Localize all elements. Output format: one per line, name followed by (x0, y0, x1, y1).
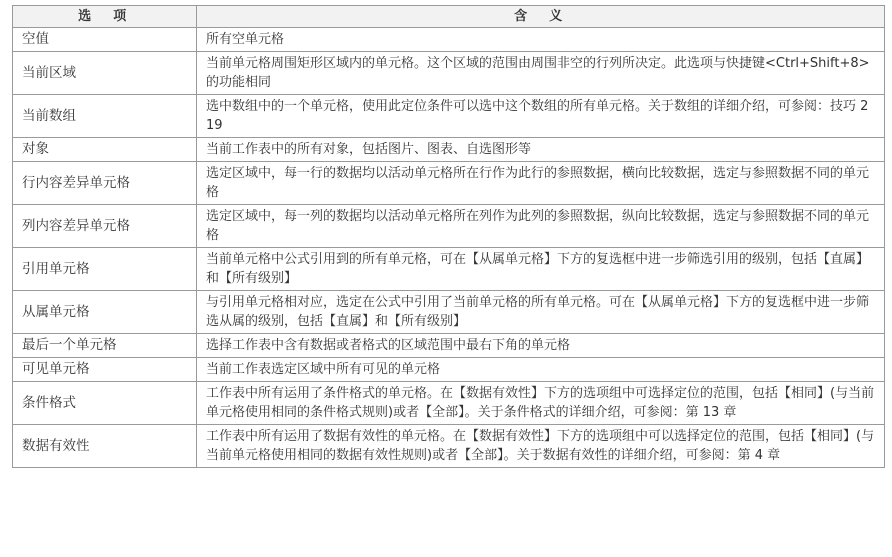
meaning-cell: 选定区域中，每一行的数据均以活动单元格所在行作为此行的参照数据，横向比较数据，选定与参照数据不同的单元格 (197, 162, 885, 205)
option-cell: 可见单元格 (13, 358, 197, 382)
option-cell: 数据有效性 (13, 425, 197, 468)
meaning-cell: 工作表中所有运用了条件格式的单元格。在【数据有效性】下方的选项组中可选择定位的范围，包括【相同】(与当前单元格使用相同的条件格式规则)或者【全部】。关于条件格式的详细介绍，可参阅：第 13 章 (197, 382, 885, 425)
meaning-cell: 当前工作表中的所有对象，包括图片、图表、自选图形等 (197, 138, 885, 162)
meaning-cell: 工作表中所有运用了数据有效性的单元格。在【数据有效性】下方的选项组中可以选择定位的范围，包括【相同】(与当前单元格使用相同的数据有效性规则)或者【全部】。关于数据有效性的详细介绍，可参阅：第 4 章 (197, 425, 885, 468)
meaning-cell: 选定区域中，每一列的数据均以活动单元格所在列作为此列的参照数据，纵向比较数据，选定与参照数据不同的单元格 (197, 205, 885, 248)
meaning-cell: 选中数组中的一个单元格，使用此定位条件可以选中这个数组的所有单元格。关于数组的详细介绍，可参阅：技巧 219 (197, 95, 885, 138)
option-cell: 列内容差异单元格 (13, 205, 197, 248)
option-cell: 引用单元格 (13, 248, 197, 291)
table-row (13, 248, 885, 291)
table-header-row (13, 6, 885, 28)
option-cell: 对象 (13, 138, 197, 162)
table-row (13, 205, 885, 248)
option-cell: 从属单元格 (13, 291, 197, 334)
option-cell: 行内容差异单元格 (13, 162, 197, 205)
option-cell: 条件格式 (13, 382, 197, 425)
table-row (13, 95, 885, 138)
table-row (13, 358, 885, 382)
table-row (13, 162, 885, 205)
table-row (13, 52, 885, 95)
option-cell: 当前区域 (13, 52, 197, 95)
table-row (13, 28, 885, 52)
meaning-cell: 当前单元格周围矩形区域内的单元格。这个区域的范围由周围非空的行列所决定。此选项与快捷键<Ctrl+Shift+8>的功能相同 (197, 52, 885, 95)
option-cell: 最后一个单元格 (13, 334, 197, 358)
table-row (13, 382, 885, 425)
header-meaning: 含 义 (197, 6, 885, 28)
meaning-cell: 所有空单元格 (197, 28, 885, 52)
header-option: 选 项 (13, 6, 197, 28)
option-cell: 当前数组 (13, 95, 197, 138)
meaning-cell: 当前工作表选定区域中所有可见的单元格 (197, 358, 885, 382)
meaning-cell: 与引用单元格相对应，选定在公式中引用了当前单元格的所有单元格。可在【从属单元格】下方的复选框中进一步筛选从属的级别，包括【直属】和【所有级别】 (197, 291, 885, 334)
option-cell: 空值 (13, 28, 197, 52)
meaning-cell: 当前单元格中公式引用到的所有单元格，可在【从属单元格】下方的复选框中进一步筛选引用的级别，包括【直属】和【所有级别】 (197, 248, 885, 291)
table-row (13, 334, 885, 358)
table-row (13, 291, 885, 334)
table-row (13, 425, 885, 468)
table-row (13, 138, 885, 162)
goto-special-options-table (12, 5, 885, 468)
meaning-cell: 选择工作表中含有数据或者格式的区域范围中最右下角的单元格 (197, 334, 885, 358)
